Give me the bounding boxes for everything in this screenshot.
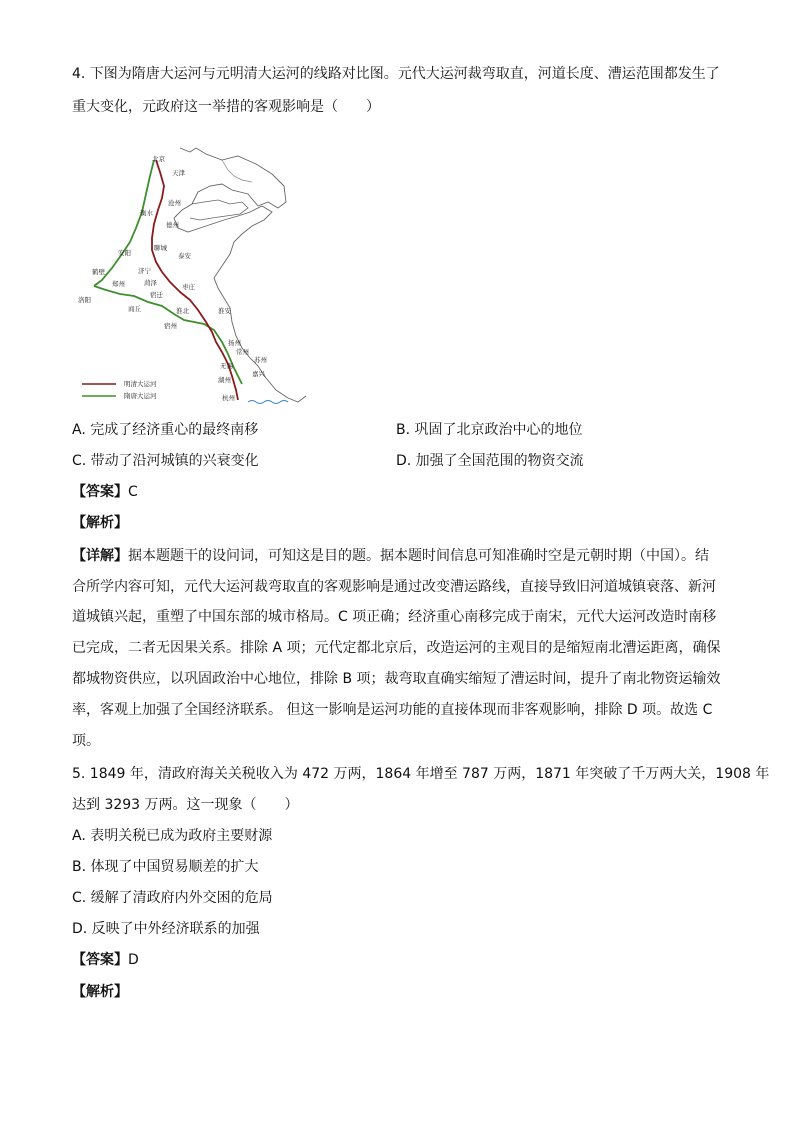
city-tianjin: 天津 <box>172 169 185 177</box>
city-hebi: 鹤壁 <box>92 268 105 276</box>
q4-detail-line1 <box>72 546 709 566</box>
city-dezhou: 德州 <box>166 221 179 229</box>
city-zhengzhou: 郑州 <box>112 280 125 288</box>
city-jiaxing: 嘉兴 <box>252 370 265 378</box>
q4-stem-line1: 4. 下图为隋唐大运河与元明清大运河的线路对比图。元代大运河裁弯取直，河道长度、漕运范围都发生了 <box>72 66 720 82</box>
city-liaocheng: 聊城 <box>154 244 167 252</box>
q5-answer-tag: 【答案】 <box>72 952 128 968</box>
city-huzhou: 湖州 <box>218 376 231 384</box>
sea-waves <box>248 401 288 404</box>
q4-answer-line <box>72 482 138 502</box>
city-suzhou: 苏州 <box>254 356 267 364</box>
q5-option-d: D. 反映了中外经济联系的加强 <box>72 921 260 937</box>
q4-detail-line6: 率，客观上加强了全国经济联系。 但这一影响是运河功能的直接体现而非客观影响，排除 D 项。故选 C <box>72 702 713 718</box>
city-cangzhou: 沧州 <box>168 199 181 207</box>
q4-detail-line2: 合所学内容可知，元代大运河裁弯取直的客观影响是通过改变漕运路线，直接导致旧河道城镇衰落、新河 <box>72 579 716 595</box>
canal-map <box>72 146 308 408</box>
canal-map-svg <box>72 146 308 408</box>
q4-detail-line5: 都城物资供应，以巩固政治中心地位，排除 B 项；裁弯取直确实缩短了漕运时间，提升了南北物资运输效 <box>72 671 721 687</box>
city-jining: 济宁 <box>138 267 151 275</box>
q5-answer-line <box>72 950 139 970</box>
city-zaozhuang: 枣庄 <box>182 283 195 291</box>
city-hengshui: 衡水 <box>140 209 153 217</box>
city-suzhou-anhui: 宿州 <box>164 322 177 330</box>
coastline <box>174 148 306 402</box>
city-luoyang: 洛阳 <box>78 296 91 304</box>
q5-stem-line1: 5. 1849 年，清政府海关关税收入为 472 万两，1864 年增至 787 万两，1871 年突破了千万两大关，1908 年 <box>72 766 770 782</box>
q4-detail-line7: 项。 <box>72 733 100 749</box>
q5-option-b: B. 体现了中国贸易顺差的扩大 <box>72 859 259 875</box>
q4-answer-tag: 【答案】 <box>72 484 128 500</box>
q4-detail-line4: 已完成，二者无因果关系。排除 A 项；元代定都北京后，改造运河的主观目的是缩短南北漕运距离，确保 <box>72 640 721 656</box>
q4-option-a: A. 完成了经济重心的最终南移 <box>72 422 259 438</box>
city-yangzhou: 扬州 <box>228 339 241 347</box>
city-hangzhou: 杭州 <box>222 394 235 402</box>
city-suqian: 宿迁 <box>150 291 163 299</box>
city-beijing: 北京 <box>152 155 165 163</box>
city-wuxi: 无锡 <box>220 362 233 370</box>
legend-sui-tang: 隋唐大运河 <box>124 392 157 400</box>
q5-stem-line2: 达到 3293 万两。这一现象（ ） <box>72 797 299 813</box>
q4-answer: C <box>128 484 138 500</box>
city-huaian: 淮安 <box>218 307 231 315</box>
q4-option-b: B. 巩固了北京政治中心的地位 <box>396 422 583 438</box>
q4-detail-tag: 【详解】 <box>72 548 128 564</box>
city-heze: 菏泽 <box>144 279 157 287</box>
q4-analysis-tag: 【解析】 <box>72 515 128 531</box>
q4-option-c: C. 带动了沿河城镇的兴衰变化 <box>72 453 259 469</box>
q4-stem-line2: 重大变化，元政府这一举措的客观影响是（ ） <box>72 99 380 115</box>
legend-ming-qing: 明清大运河 <box>124 380 157 388</box>
q5-analysis-tag: 【解析】 <box>72 984 128 1000</box>
q4-analysis-line <box>72 513 128 533</box>
q5-option-c: C. 缓解了清政府内外交困的危局 <box>72 890 273 906</box>
q5-analysis-line <box>72 982 128 1002</box>
city-shangqiu: 商丘 <box>128 305 141 313</box>
shandong-peninsula <box>190 200 248 220</box>
q4-option-d: D. 加强了全国范围的物资交流 <box>396 453 584 469</box>
q5-option-a: A. 表明关税已成为政府主要财源 <box>72 828 273 844</box>
city-taian: 泰安 <box>178 252 191 260</box>
city-changzhou: 常州 <box>236 348 249 356</box>
q4-detail-text1: 据本题题干的设问词，可知这是目的题。据本题时间信息可知准确时空是元朝时期（中国）。结 <box>128 548 709 564</box>
q4-detail-line3: 道城镇兴起，重塑了中国东部的城市格局。C 项正确；经济重心南移完成于南宋，元代大运河改造时南移 <box>72 609 717 625</box>
q5-answer: D <box>128 952 139 968</box>
liaodong-coast <box>222 160 252 182</box>
city-huaibei: 淮北 <box>176 307 189 315</box>
city-anyang: 安阳 <box>118 249 131 257</box>
